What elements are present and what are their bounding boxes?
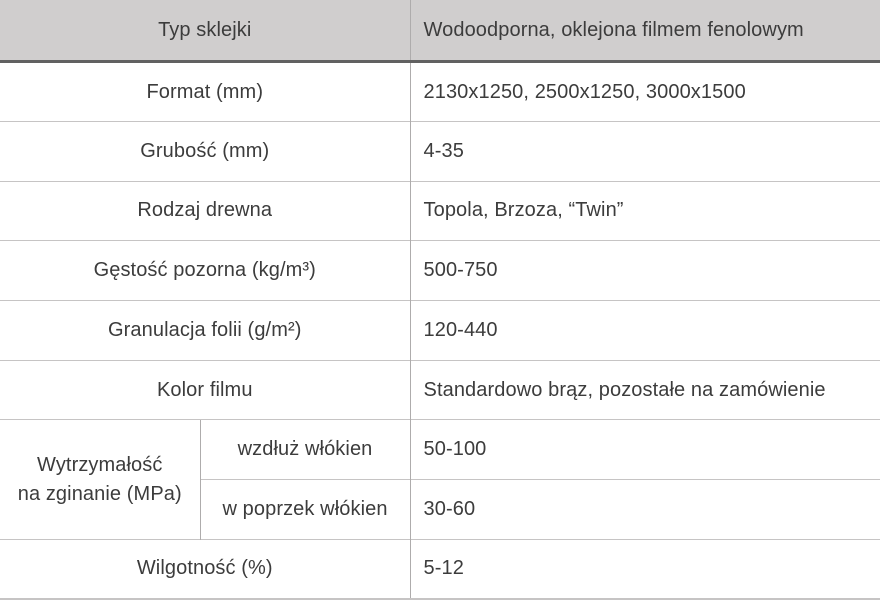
value-cell: Standardowo brąz, pozostałe na zamówienie [410,360,880,420]
table-row-wilgotnosc [0,539,880,599]
value-cell: 4-35 [410,121,880,181]
param-cell: Grubość (mm) [0,121,410,181]
value-cell: 5-12 [410,539,880,599]
param-cell: Format (mm) [146,80,264,103]
table-row-format [0,62,880,122]
param-cell: Kolor filmu [0,360,410,420]
subparam-cell: w poprzek włókien [200,480,410,540]
subparam-cell: wzdłuż włókien [200,420,410,480]
header-param-cell: Typ sklejki [0,0,410,62]
table-row-granulacja [0,300,880,360]
table-row-wytrzymalosc-wzdluz [0,420,880,480]
table-row-rodzaj-drewna [0,181,880,241]
table-row-kolor-filmu [0,360,880,420]
value-cell: Topola, Brzoza, “Twin” [410,181,880,241]
value-cell: 120-440 [410,300,880,360]
header-value-cell: Wodoodporna, oklejona filmem fenolowym [410,0,880,62]
table-row-grubosc [0,121,880,181]
param-line-1: Wytrzymałość [37,453,163,476]
param-cell-merged [0,420,200,539]
param-cell: Granulacja folii (g/m²) [0,300,410,360]
param-cell: Rodzaj drewna [0,181,410,241]
param-cell: Wilgotność (%) [0,539,410,599]
table-row-gestosc [0,241,880,301]
value-cell: 2130x1250, 2500x1250, 3000x1500 [410,62,880,122]
value-cell: 500-750 [410,241,880,301]
param-cell: Gęstość pozorna (kg/m³) [0,241,410,301]
value-cell: 30-60 [410,480,880,540]
value-cell: 50-100 [410,420,880,480]
table-header-row [0,0,880,62]
param-line-2: na zginanie (MPa) [17,482,182,505]
